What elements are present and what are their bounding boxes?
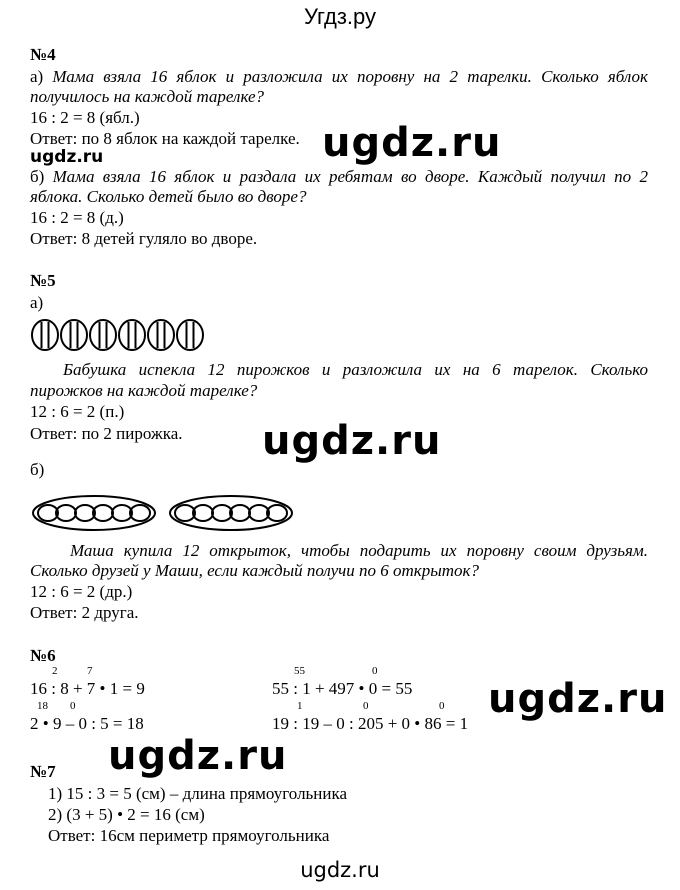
task5-a-label: а) [30, 293, 44, 312]
task7-answer: Ответ: 16см периметр прямоугольника [48, 826, 330, 845]
task7-line1: 1) 15 : 3 = 5 (см) – длина прямоугольника [48, 784, 348, 803]
task5-a-calc: 12 : 6 = 2 (п.) [30, 402, 125, 421]
task4-heading: №4 [30, 45, 56, 64]
task6-heading: №6 [30, 646, 56, 665]
task6-e1-sup1: 2 [52, 665, 58, 677]
task6-e2-sup1: 18 [37, 700, 48, 712]
task6-e3-sup1: 55 [294, 665, 305, 677]
task4-a-calc: 16 : 2 = 8 (ябл.) [30, 108, 140, 127]
task4-b-calc: 16 : 2 = 8 (д.) [30, 208, 124, 227]
watermark-big: ugdz.ru [322, 120, 502, 166]
task6-expr4: 19 : 19 – 0 : 205 + 0 • 86 = 1 [272, 714, 469, 733]
task5-b-answer: Ответ: 2 друга. [30, 603, 139, 622]
task6-expr1: 16 : 8 + 7 • 1 = 9 [30, 679, 145, 698]
plate-icon [119, 320, 145, 350]
task5-b-line1: Маша купила 12 открыток, чтобы подарить их поровну своим друзьям. [70, 541, 648, 560]
site-title: Угдз.ру [303, 4, 377, 29]
plate-icon [148, 320, 174, 350]
task6-e1-sup2: 7 [87, 665, 93, 677]
watermark-big: ugdz.ru [108, 733, 288, 779]
task5-b-label: б) [30, 460, 45, 479]
task6-e3-sup2: 0 [372, 665, 378, 677]
task6-e2-sup2: 0 [70, 700, 76, 712]
task4-b-line2: яблока. Сколько детей было во дворе? [30, 187, 307, 206]
task4-b-line1: б) Мама взяла 16 яблок и раздала их ребятам во дворе. Каждый получил по 2 [30, 167, 649, 186]
friend-group-icon [170, 496, 292, 530]
footer-watermark: ugdz.ru [300, 858, 380, 882]
plate-icon [61, 320, 87, 350]
task5-a-answer: Ответ: по 2 пирожка. [30, 424, 183, 443]
task4-a-line2: получилось на каждой тарелке? [30, 87, 265, 106]
watermark-big: ugdz.ru [488, 676, 668, 722]
pie-plates-illustration [30, 318, 220, 354]
friend-group-icon [33, 496, 155, 530]
task5-a-line1: Бабушка испекла 12 пирожков и разложила их на 6 тарелок. Сколько [63, 360, 648, 379]
task7-heading: №7 [30, 762, 56, 781]
plate-icon [177, 320, 203, 350]
task4-a-answer: Ответ: по 8 яблок на каждой тарелке. [30, 129, 300, 148]
task5-heading: №5 [30, 271, 56, 290]
task5-b-line2: Сколько друзей у Маши, если каждый получи по 6 открыток? [30, 561, 479, 580]
task5-a-line2: пирожков на каждой тарелке? [30, 381, 258, 400]
watermark-small: ugdz.ru [30, 147, 104, 167]
plate-icon [32, 320, 58, 350]
task7-line2: 2) (3 + 5) • 2 = 16 (см) [48, 805, 205, 824]
task6-e4-sup3: 0 [439, 700, 445, 712]
task6-expr2: 2 • 9 – 0 : 5 = 18 [30, 714, 144, 733]
task6-expr3: 55 : 1 + 497 • 0 = 55 [272, 679, 413, 698]
postcards-groups-illustration [30, 493, 298, 533]
task4-b-answer: Ответ: 8 детей гуляло во дворе. [30, 229, 258, 248]
task5-b-calc: 12 : 6 = 2 (др.) [30, 582, 133, 601]
task4-a-line1: а) Мама взяла 16 яблок и разложила их поровну на 2 тарелки. Сколько яблок [30, 67, 648, 86]
plate-icon [90, 320, 116, 350]
task6-e4-sup2: 0 [363, 700, 369, 712]
task6-e4-sup1: 1 [297, 700, 303, 712]
watermark-big: ugdz.ru [262, 418, 442, 464]
